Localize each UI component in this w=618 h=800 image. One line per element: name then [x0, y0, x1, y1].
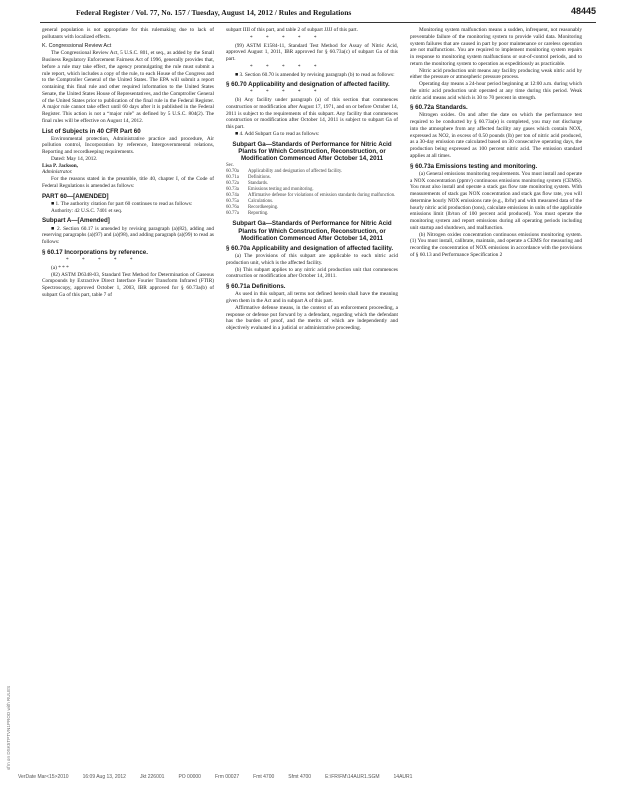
- body-paragraph: Authority: 42 U.S.C. 7401 et seq.: [51, 207, 123, 214]
- column-left: [42, 27, 214, 762]
- body-paragraph: Affirmative defense means, in the context of an enforcement proceeding, a response or defense put forward by a defendant, regarding which the defendant has the burden of proof, and the merits of which are independently and objectively evaluated in a judicial or administrative proceeding.: [226, 304, 398, 332]
- toc-section-number: 60.71a: [226, 175, 239, 181]
- page-footer: [18, 774, 598, 780]
- toc-section-title: Calculations.: [248, 199, 274, 205]
- body-paragraph: (a) The provisions of this subpart are applicable to each nitric acid production unit, which is the affected facility.: [226, 253, 398, 266]
- footer-field: Fmt 4700: [253, 774, 275, 780]
- body-paragraph: ■ 2. Section 60.17 is amended by revising paragraph (a)(82), adding and reserving paragraphs (a)(97) and (a)(98), and adding paragraph (a)(99) to read as follows:: [42, 225, 214, 246]
- omission-stars: * * * * *: [250, 63, 323, 70]
- body-paragraph: ■ 1. The authority citation for part 60 continues to read as follows:: [51, 200, 193, 207]
- toc-section-title: Affirmative defense for violations of emission standards during malfunction.: [248, 193, 396, 199]
- toc-section-title: Recordkeeping.: [248, 205, 279, 211]
- section-heading: Subpart Ga—Standards of Performance for Nitric Acid Plants for Which Construction, Reconstruction, or Modification Commenced After October 14, 2011: [232, 220, 392, 242]
- body-paragraph: Nitric acid production unit means any facility producing weak nitric acid by either the pressure or atmospheric pressure process.: [410, 67, 582, 81]
- body-paragraph: general population is not appropriate for this rulemaking due to lack of pollutants with localized effects.: [42, 27, 214, 40]
- section-heading: § 60.73a Emissions testing and monitoring.: [410, 162, 538, 170]
- toc-row: [226, 211, 398, 217]
- footer-field: Sfmt 4700: [288, 774, 312, 780]
- footer-field: 14AUR1: [393, 774, 413, 780]
- section-heading: § 60.70a Applicability and designation of affected facility.: [226, 244, 394, 252]
- body-paragraph: Environmental protection, Administrative practice and procedure, Air pollution control, Incorporation by reference, Intergovernmental relations, Reporting and recordkeeping requirements.: [42, 135, 214, 156]
- section-heading: PART 60—[AMENDED]: [42, 192, 109, 200]
- footer-field: Jkt 226001: [139, 774, 165, 780]
- toc-section-number: 60.72a: [226, 181, 239, 187]
- toc-section-number: 60.73a: [226, 187, 239, 193]
- page-number: 48445: [570, 6, 596, 16]
- section-heading: Subpart A—[Amended]: [42, 217, 110, 225]
- section-heading: § 60.70 Applicability and designation of affected facility.: [226, 81, 390, 89]
- toc-section-title: Standards.: [248, 181, 269, 187]
- footer-field: 16:09 Aug 13, 2012: [82, 774, 126, 780]
- toc-section-title: Applicability and designation of affected facility.: [248, 169, 343, 175]
- footer-field: E:\FR\FM\14AUR1.SGM: [325, 774, 380, 780]
- toc-section-title: Definitions.: [248, 175, 271, 181]
- column-right: [410, 27, 582, 762]
- section-heading: § 60.17 Incorporations by reference.: [42, 248, 148, 256]
- body-paragraph: For the reasons stated in the preamble, title 40, chapter I, of the Code of Federal Regulations is amended as follows:: [42, 176, 214, 189]
- body-paragraph: The Congressional Review Act, 5 U.S.C. 801, et seq., as added by the Small Business Regulatory Enforcement Fairness Act of 1996, generally provides that, before a rule may take effect, the agency promulgating the rule must submit a rule report, which includes a copy of the rule, to each House of the Congress and to the Comptroller General of the United States. The EPA will submit a report containing this final rule and other required information to the United States Senate, the United States House of Representatives, and the Comptroller General of the United States prior to publication of the final rule in the Federal Register. A major rule cannot take effect until 60 days after it is published in the Federal Register. This action is not a “major rule” as defined by 5 U.S.C. 804(2). The final rules will be effective on August 14, 2012.: [42, 50, 214, 124]
- omission-stars: * * * * *: [250, 89, 323, 96]
- body-paragraph: (a) General emissions monitoring requirements. You must install and operate a NOX concentration (ppmv) continuous emissions monitoring system (CEMS). You must also install and operate a stack gas flow rate monitoring system. With measurements of stack gas NOX concentration and stack gas flow rate, you will determine hourly NOX emissions rate (e.g., lb/hr) and with measured data of the hourly nitric acid production (tons), calculate emissions in units of the applicable emissions limit (lb/ton of 100 percent acid produced). You must operate the monitoring system and report emissions during all operating periods including unit startup and shutdown, and malfunction.: [410, 170, 582, 231]
- body-paragraph: As used in this subpart, all terms not defined herein shall have the meaning given them in the Act and in subpart A of this part.: [226, 291, 398, 305]
- body-paragraph: (82) ASTM D6348-03, Standard Test Method for Determination of Gaseous Compounds by Extractive Direct Interface Fourier Transform Infrared (FTIR) Spectroscopy, approved October 1, 2003, IBR approved for § 60.73a(b) of subpart Ga of this part, table 7 of: [42, 271, 214, 298]
- body-paragraph: ■ 3. Section 60.70 is amended by revising paragraph (b) to read as follows:: [235, 71, 395, 78]
- body-paragraph: (b) This subpart applies to any nitric acid production unit that commences construction or modification after October 14, 2011.: [226, 266, 398, 280]
- toc-section-number: 60.77a: [226, 211, 239, 217]
- body-paragraph: (99) ASTM E1584-11, Standard Test Method for Assay of Nitric Acid, approved August 1, 2011, IBR approved for § 60.73a(c) of subpart Ga of this part.: [226, 42, 398, 62]
- body-paragraph: (a) * * *: [51, 264, 69, 271]
- section-heading: Subpart Ga—Standards of Performance for Nitric Acid Plants for Which Construction, Reconstruction, or Modification Commenced After October 14, 2011: [232, 140, 392, 163]
- body-paragraph: Lisa P. Jackson,: [42, 162, 79, 169]
- section-name: K. Congressional Review Act: [42, 42, 112, 49]
- toc-section-number: Sec.: [226, 163, 235, 169]
- header-citation: Federal Register / Vol. 77, No. 157 / Tuesday, August 14, 2012 / Rules and Regulations: [76, 8, 352, 17]
- header-rule: [40, 22, 596, 23]
- footer-field: Frm 00027: [214, 774, 240, 780]
- omission-stars: * * * * *: [66, 257, 139, 264]
- body-paragraph: Operating day means a 24-hour period beginning at 12:00 a.m. during which the nitric acid production unit operated at any time during this period. Weak nitric acid means acid which is 30 to 70 percent in strength.: [410, 81, 582, 101]
- toc-section-title: Reporting.: [248, 211, 269, 217]
- omission-stars: * * * * *: [250, 34, 323, 41]
- body-paragraph: ■ 4. Add Subpart Ga to read as follows:: [235, 130, 320, 137]
- body-paragraph: Dated: May 14, 2012.: [51, 155, 98, 162]
- toc-section-number: 60.70a: [226, 169, 239, 175]
- section-heading: § 60.71a Definitions.: [226, 283, 286, 291]
- toc-section-number: 60.76a: [226, 205, 239, 211]
- body-paragraph: (b) Nitrogen oxides concentration continuous emissions monitoring system. (1) You must install, calibrate, maintain, and operate a CEMS for measuring and recording the concentration of NOX emissions in accordance with the provisions of § 60.13 and Performance Specification 2: [410, 231, 582, 258]
- footer-field: VerDate Mar<15>2010: [18, 774, 69, 780]
- toc-section-title: Emissions testing and monitoring.: [248, 187, 314, 193]
- body-paragraph: (b) Any facility under paragraph (a) of this section that commences construction or modification after August 17, 1971, and on or before October 14, 2011 is subject to the requirements of this subpart. Any facility that commences construction or modification after October 14, 2011 is subject to subpart Ga of this part.: [226, 97, 398, 131]
- body-paragraph: Monitoring system malfunction means a sudden, infrequent, not reasonably preventable failure of the monitoring system to provide valid data. Monitoring system failures that are caused in part by poor maintenance or careless operation are not malfunctions. You are required to implement monitoring system repairs in response to monitoring system malfunctions or out-of-control periods, and to return the monitoring system to operation as expeditiously as practicable.: [410, 27, 582, 67]
- toc-section-number: 60.74a: [226, 193, 239, 199]
- column-middle: [226, 27, 398, 762]
- toc-section-number: 60.75a: [226, 199, 239, 205]
- body-paragraph: Administrator.: [42, 169, 73, 176]
- body-paragraph: Nitrogen oxides. On and after the date on which the performance test required to be conducted by § 60.73a(e) is completed, you may not discharge into the atmosphere from any affected facility any gases which contain NOX, expressed as NO2, in excess of 0.50 pounds (lb) per ton of nitric acid produced, as a 30-day emission rate calculated based on 30 consecutive operating days, the production being expressed as 100 percent nitric acid. The emission standard applies at all times.: [410, 112, 582, 159]
- section-heading: § 60.72a Standards.: [410, 104, 468, 112]
- table-of-contents: [226, 163, 398, 217]
- running-header: [40, 6, 596, 20]
- footer-field: PO 00000: [178, 774, 201, 780]
- side-margin-mark: sfrn on DSK5TPTVN1PROD with RULES: [6, 685, 11, 770]
- section-heading: List of Subjects in 40 CFR Part 60: [42, 127, 141, 135]
- body-paragraph: subpart IIII of this part, and table 2 of subpart JJJJ of this part.: [226, 27, 358, 33]
